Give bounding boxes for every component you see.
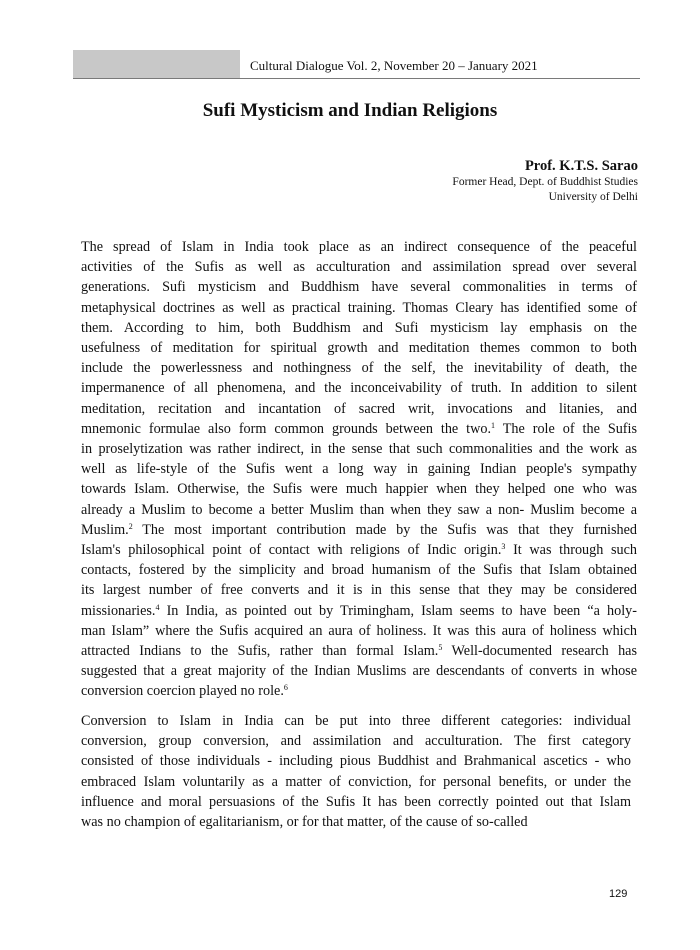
text-line: The spread of Islam in India took place as an indirect consequence of the peaceful <box>81 239 637 255</box>
footnote-marker: 6 <box>283 683 288 693</box>
text-line: Conversion to Islam in India can be put into three different categories: individual <box>81 713 631 729</box>
text-line: them. According to him, both Buddhism and Sufi mysticism lay emphasis on the <box>81 319 637 336</box>
text-line: meditation, recitation and incantation of sacred writ, invocations and litanies, and <box>81 400 637 417</box>
text-segment: Islam's philosophical point of contact with religions of Indic origin. <box>81 542 502 559</box>
text-line: include the powerlessness and nothingness of the self, the inevitability of death, the <box>81 360 637 377</box>
text-segment: In India, as pointed out by Trimingham, Islam seems to have been “a holy- <box>159 602 637 619</box>
body-paragraph-2 <box>81 711 631 832</box>
journal-header: Cultural Dialogue Vol. 2, November 20 – January 2021 <box>250 58 538 73</box>
footnote-marker: 1 <box>491 420 496 430</box>
footnote-marker: 4 <box>155 602 160 612</box>
text-line <box>81 419 637 439</box>
body-paragraph-1 <box>81 237 637 702</box>
text-line: already a Muslim to become a better Muslim than when they saw a non- Muslim become a <box>81 501 637 518</box>
text-segment: attracted Indians to the Sufis, rather than formal Islam. <box>81 643 439 660</box>
text-line: towards Islam. Otherwise, the Sufis were much happier when they helped one who was <box>81 481 637 498</box>
text-segment: mnemonic formulae also form common grounds between the two. <box>81 420 492 437</box>
footnote-marker: 2 <box>128 521 133 531</box>
text-line <box>81 540 637 560</box>
text-line: man Islam” where the Sufis acquired an aura of holiness. It was this aura of holiness which <box>81 622 637 639</box>
header-shade-bar <box>73 50 240 78</box>
text-segment: The role of the Sufis <box>495 420 637 437</box>
text-line: was no champion of egalitarianism, or for that matter, of the cause of so-called <box>81 814 528 831</box>
text-line: embraced Islam voluntarily as a matter of conviction, for personal benefits, or under the <box>81 773 631 790</box>
text-line: influence and moral persuasions of the Sufis It has been correctly pointed out that Islam <box>81 793 631 810</box>
text-segment: conversion coercion played no role. <box>81 683 284 700</box>
text-line: impermanence of all phenomena, and the inconceivability of truth. In addition to silent <box>81 380 637 397</box>
header-rule <box>73 78 640 79</box>
text-line: its largest number of free converts and it is in this sense that they may be considered <box>81 582 637 599</box>
text-segment: The most important contribution made by the Sufis was that they furnished <box>132 521 637 538</box>
text-line <box>81 520 637 540</box>
author-institution: University of Delhi <box>548 191 638 203</box>
text-line <box>81 601 637 621</box>
text-line: metaphysical doctrines as well as practical training. Thomas Cleary has identified some of <box>81 299 637 316</box>
article-title: Sufi Mysticism and Indian Religions <box>202 100 498 121</box>
text-line <box>81 681 637 701</box>
text-line: contacts, fostered by the simplicity and broad humanism of the Sufis that Islam obtained <box>81 562 637 579</box>
footnote-marker: 3 <box>501 542 506 552</box>
text-line: conversion, group conversion, and assimilation and acculturation. The first category <box>81 733 631 750</box>
page-number: 129 <box>609 888 628 900</box>
text-line: usefulness of meditation for spiritual growth and meditation themes common to both <box>81 340 637 357</box>
text-line: in proselytization was rather indirect, in the sense that such commonalities and the work as <box>81 441 637 458</box>
text-line: well as life-style of the Sufis went a long way in gaining Indian people's sympathy <box>81 461 637 478</box>
text-segment: Muslim. <box>81 521 129 538</box>
text-segment: It was through such <box>505 542 638 559</box>
text-line: activities of the Sufis as well as acculturation and assimilation spread over several <box>81 259 637 276</box>
author-position: Former Head, Dept. of Buddhist Studies <box>452 176 638 188</box>
text-line: suggested that a great majority of the Indian Muslims are descendants of converts in whose <box>81 663 637 680</box>
author-name: Prof. K.T.S. Sarao <box>524 158 638 174</box>
text-segment: missionaries. <box>81 602 156 619</box>
text-line: generations. Sufi mysticism and Buddhism have several commonalities in terms of <box>81 279 637 296</box>
text-segment: Well-documented research has <box>442 643 637 660</box>
text-line <box>81 641 637 661</box>
author-block <box>452 158 638 205</box>
text-line: consisted of those individuals - including pious Buddhist and Brahmanical ascetics - who <box>81 753 631 770</box>
footnote-marker: 5 <box>438 643 443 653</box>
